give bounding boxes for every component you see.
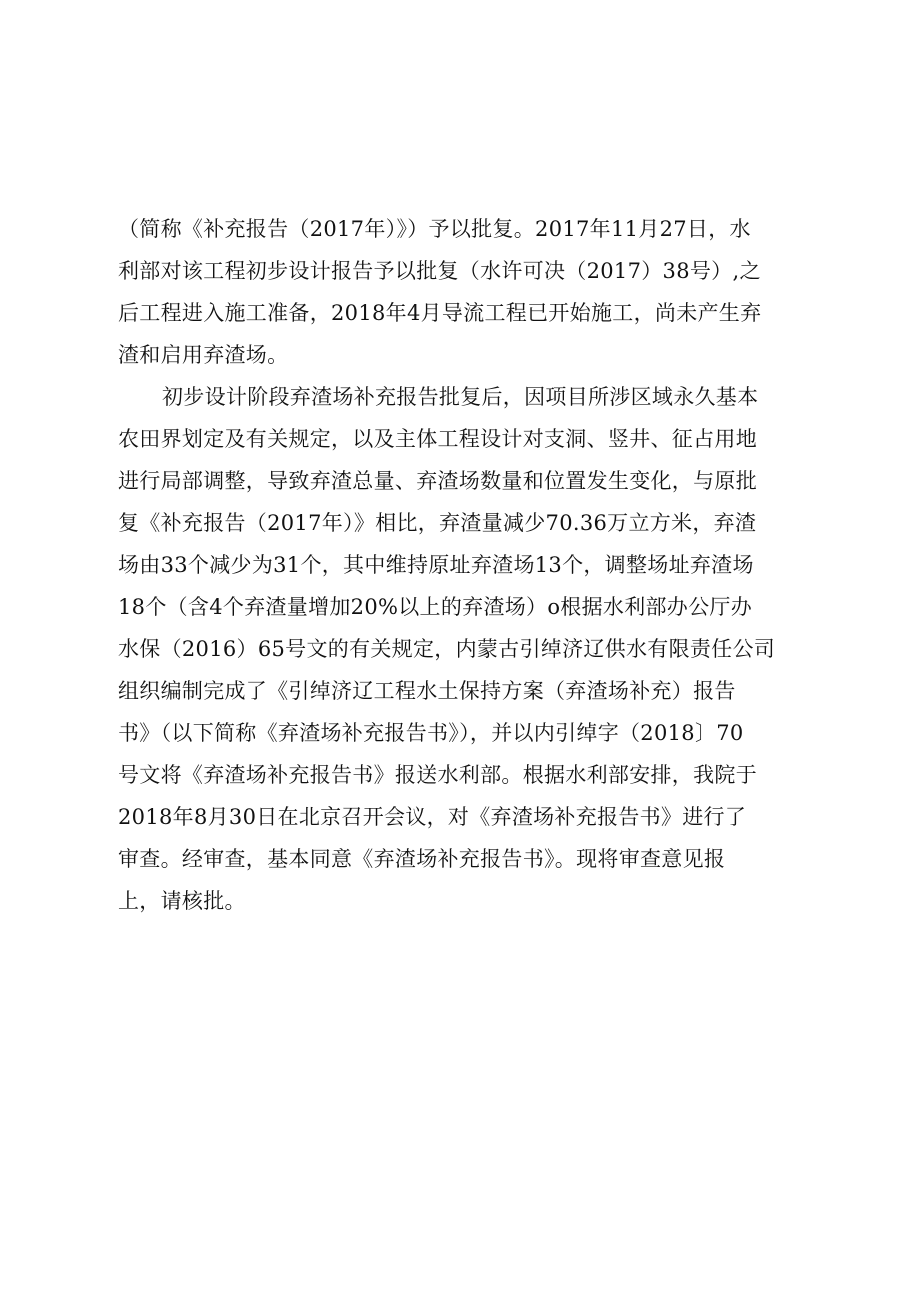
text-line: 书》（以下简称《弃渣场补充报告书》），并以内引绰字（2018〕70 — [118, 721, 744, 745]
paragraph-2 — [118, 376, 826, 922]
text-line: 场由33个减少为31个，其中维持原址弃渣场13个，调整场址弃渣场 — [118, 553, 754, 577]
text-line: 后工程进入施工准备，2018年4月导流工程已开始施工，尚未产生弃 — [118, 301, 762, 325]
text-line: 号文将《弃渣场补充报告书》报送水利部。根据水利部安排，我院于 — [118, 763, 757, 787]
text-line: 农田界划定及有关规定，以及主体工程设计对支洞、竖井、征占用地 — [118, 427, 757, 451]
text-line: 上，请核批。 — [118, 889, 246, 913]
text-line: 复《补充报告（2017年）》相比，弃渣量减少70.36万立方米，弃渣 — [118, 511, 757, 535]
paragraph-1 — [118, 208, 826, 376]
text-line: 利部对该工程初步设计报告予以批复（水许可决（2017）38号）,之 — [118, 259, 761, 283]
text-line: 进行局部调整，导致弃渣总量、弃渣场数量和位置发生变化，与原批 — [118, 469, 757, 493]
text-line: 审查。经审查，基本同意《弃渣场补充报告书》。现将审查意见报 — [118, 847, 726, 871]
text-line: 18个（含4个弃渣量增加20%以上的弃渣场）o根据水利部办公厅办 — [118, 595, 752, 619]
text-line: 初步设计阶段弃渣场补充报告批复后，因项目所涉区域永久基本 — [162, 385, 759, 409]
text-line: （简称《补充报告（2017年）》）予以批复。2017年11月27日，水 — [118, 217, 751, 241]
text-line: 渣和启用弃渣场。 — [118, 343, 289, 367]
text-line: 2018年8月30日在北京召开会议，对《弃渣场补充报告书》进行了 — [118, 805, 747, 829]
document-body — [118, 208, 826, 922]
text-line: 组织编制完成了《引绰济辽工程水土保持方案（弃渣场补充）报告 — [118, 679, 736, 703]
text-line: 水保（2016）65号文的有关规定，内蒙古引绰济辽供水有限责任公司 — [118, 637, 776, 661]
